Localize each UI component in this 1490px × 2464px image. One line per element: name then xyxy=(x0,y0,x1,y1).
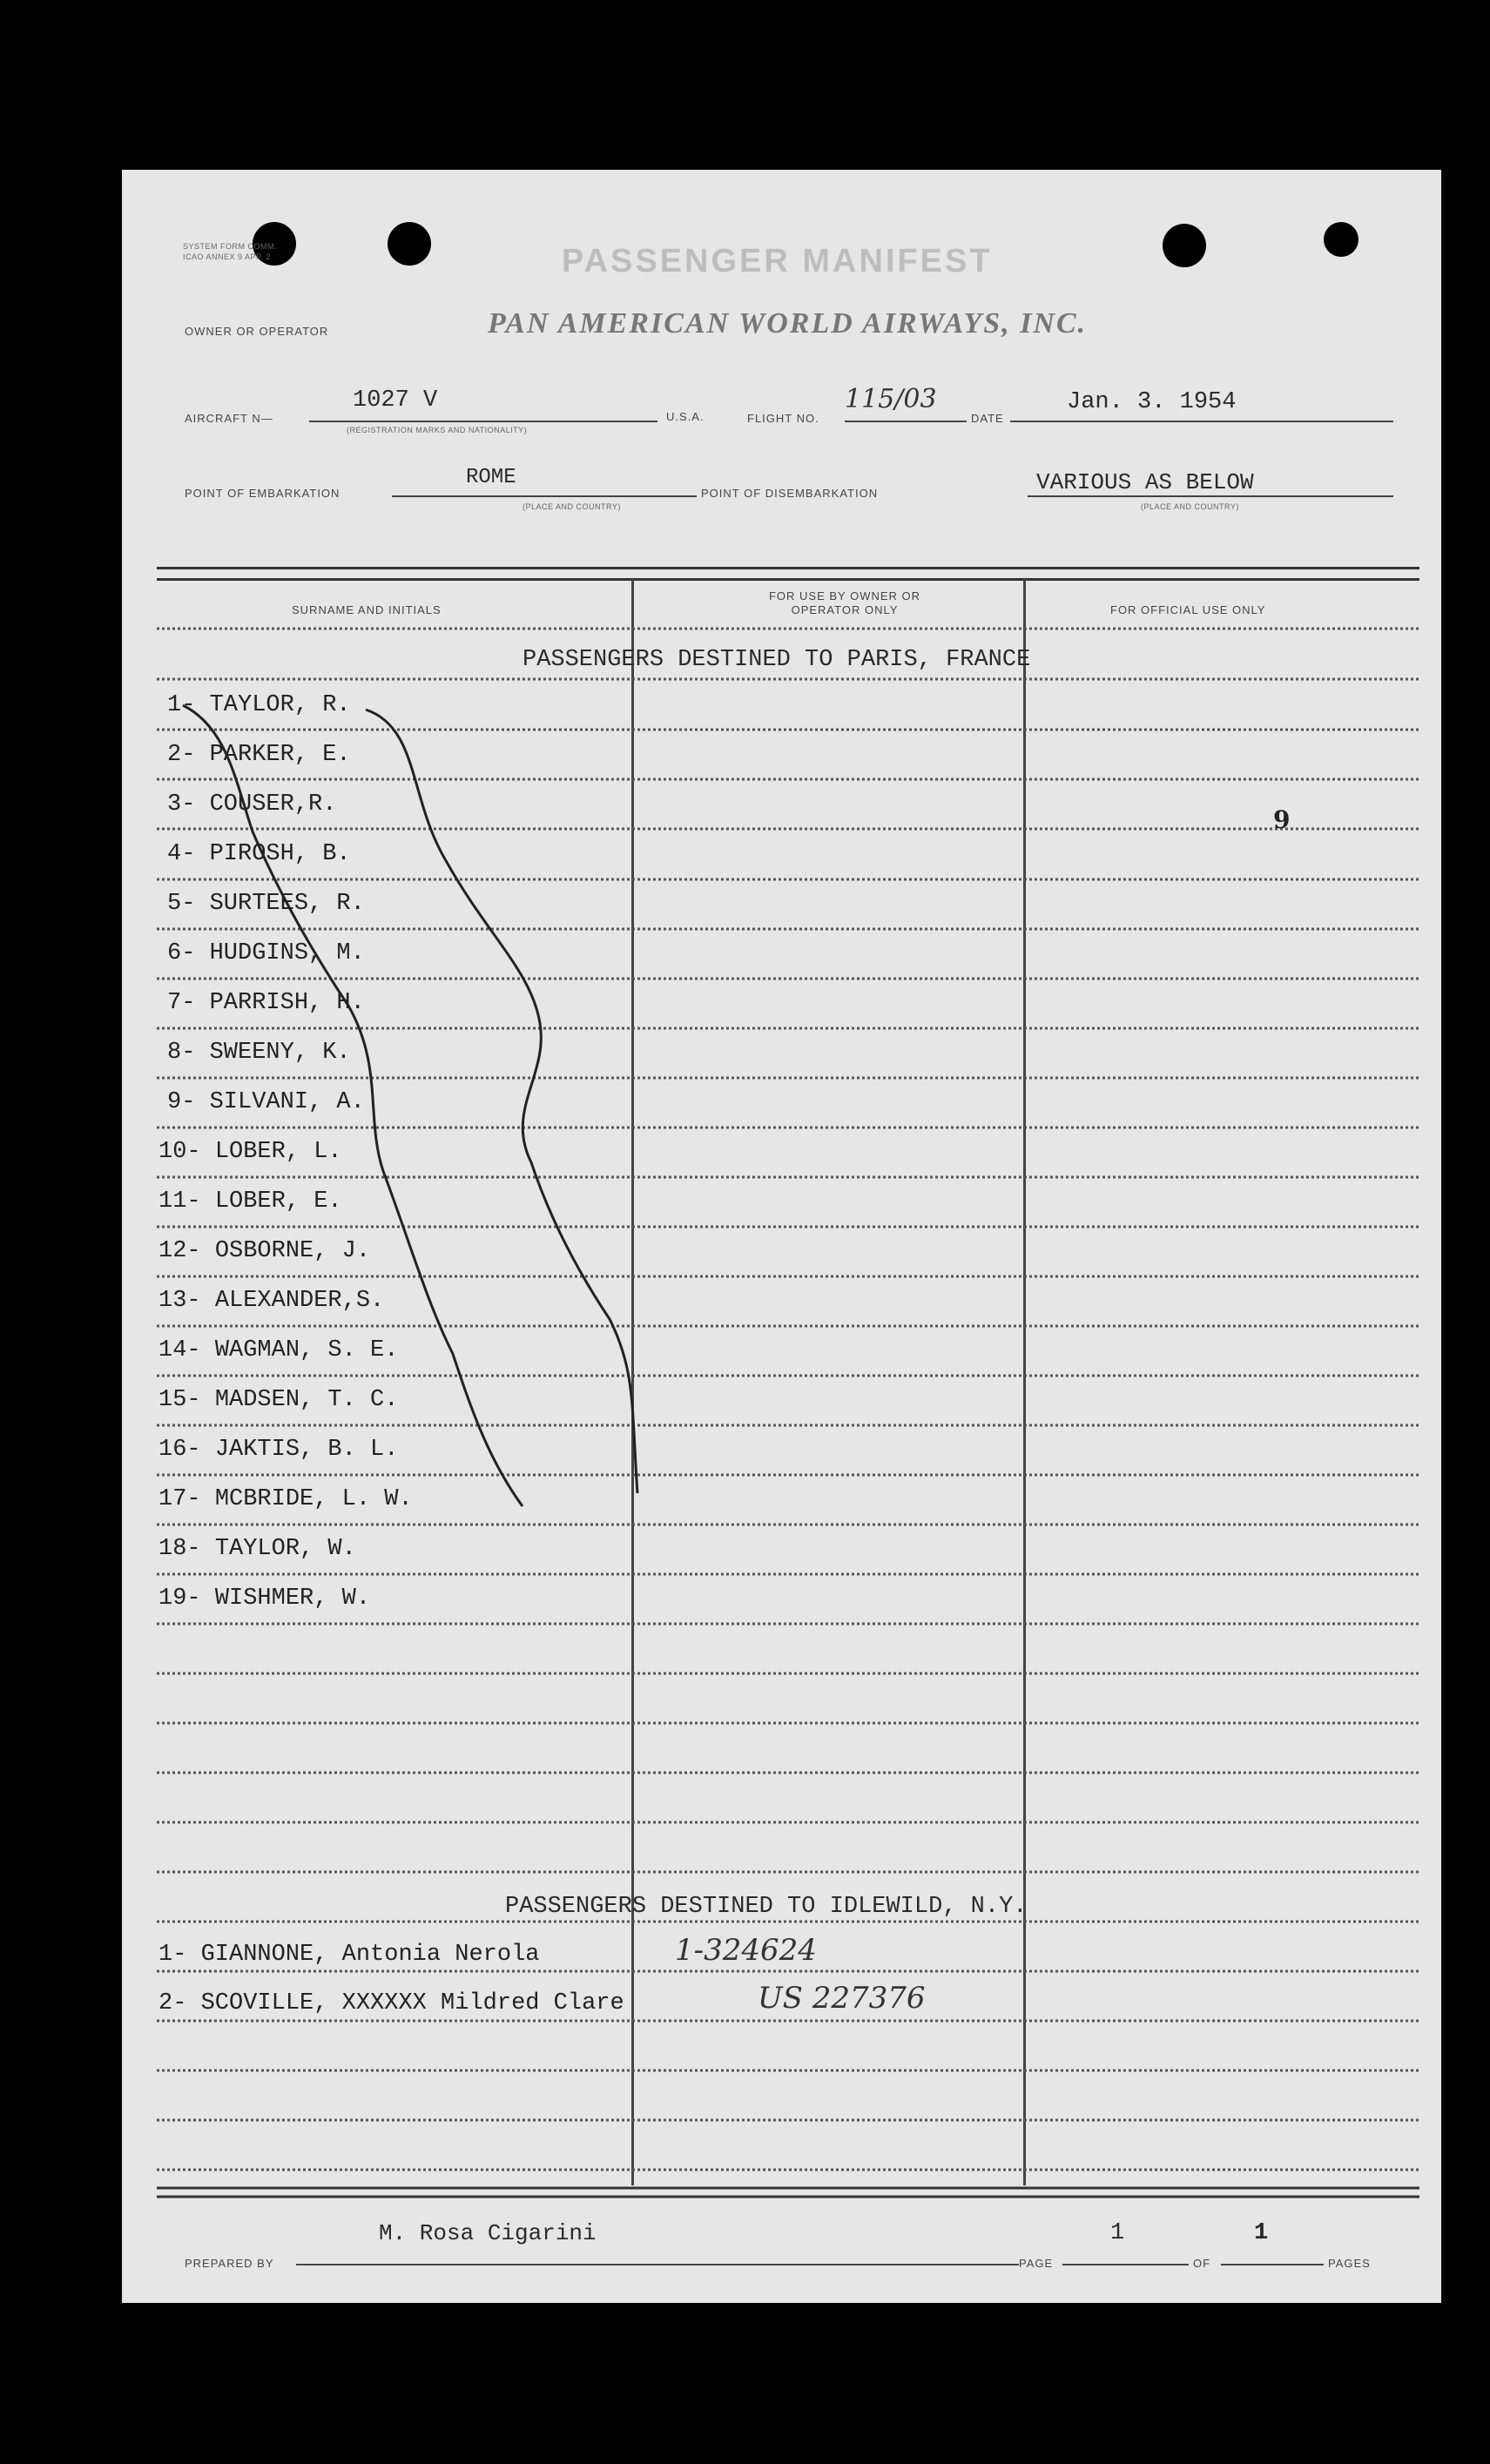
of-label: OF xyxy=(1193,2257,1211,2270)
aircraft-label: AIRCRAFT N— xyxy=(185,412,273,425)
passenger-row: 5- SURTEES, R. xyxy=(167,891,365,917)
prepared-by-label: PREPARED BY xyxy=(185,2257,274,2270)
passenger-row: 3- COUSER,R. xyxy=(167,791,337,818)
passenger-row: 2- PARKER, E. xyxy=(167,742,351,768)
passenger-row: 1- GIANNONE, Antonia Nerola xyxy=(158,1942,540,1968)
disembark-sub: (PLACE AND COUNTRY) xyxy=(1141,502,1239,511)
passenger-row: 18- TAYLOR, W. xyxy=(158,1536,356,1562)
form-code: SYSTEM FORM COMM. ICAO ANNEX 9 APP. 2 xyxy=(183,242,277,261)
passport-note: 1-324624 xyxy=(675,1933,817,1968)
date-label: DATE xyxy=(971,412,1004,425)
page-number: 1 xyxy=(1110,2220,1125,2246)
passenger-row: 10- LOBER, L. xyxy=(158,1139,342,1165)
aircraft-sub: (REGISTRATION MARKS AND NATIONALITY) xyxy=(347,426,528,434)
passenger-row: 1- TAYLOR, R. xyxy=(167,692,351,718)
pages-label: PAGES xyxy=(1328,2257,1371,2270)
aircraft-value: 1027 V xyxy=(353,387,438,414)
official-mark: 9 xyxy=(1273,805,1291,834)
passenger-row: 12- OSBORNE, J. xyxy=(158,1238,371,1264)
manifest-page xyxy=(122,170,1441,2303)
section-heading-paris: PASSENGERS DESTINED TO PARIS, FRANCE xyxy=(523,647,1031,673)
disembark-label: POINT OF DISEMBARKATION xyxy=(701,487,879,500)
passenger-row: 6- HUDGINS, M. xyxy=(167,940,365,966)
passenger-row: 7- PARRISH, H. xyxy=(167,990,365,1016)
column-owner-use: FOR USE BY OWNER OR OPERATOR ONLY xyxy=(768,589,921,616)
flight-label: FLIGHT NO. xyxy=(747,412,819,425)
embark-sub: (PLACE AND COUNTRY) xyxy=(523,502,621,511)
column-official-use: FOR OFFICIAL USE ONLY xyxy=(1110,603,1266,616)
disembark-value: VARIOUS AS BELOW xyxy=(1036,469,1254,495)
passenger-row: 17- MCBRIDE, L. W. xyxy=(158,1486,413,1512)
preparer-name: M. Rosa Cigarini xyxy=(379,2220,597,2246)
owner-label: OWNER OR OPERATOR xyxy=(185,325,329,338)
column-surname: SURNAME AND INITIALS xyxy=(292,603,442,616)
passenger-row: 8- SWEENY, K. xyxy=(167,1040,351,1066)
passport-note: US 227376 xyxy=(758,1981,926,2016)
embark-label: POINT OF EMBARKATION xyxy=(185,487,340,500)
airline-name: PAN AMERICAN WORLD AIRWAYS, INC. xyxy=(488,307,1088,340)
section-heading-idlewild: PASSENGERS DESTINED TO IDLEWILD, N.Y. xyxy=(505,1894,1028,1920)
page-label: PAGE xyxy=(1019,2257,1054,2270)
passenger-row: 15- MADSEN, T. C. xyxy=(158,1387,399,1413)
usa-label: U.S.A. xyxy=(666,410,705,423)
passenger-row: 2- SCOVILLE, XXXXXX Mildred Clare xyxy=(158,1990,624,2016)
passenger-row: 9- SILVANI, A. xyxy=(167,1089,365,1115)
passenger-row: 16- JAKTIS, B. L. xyxy=(158,1437,399,1463)
passenger-row: 11- LOBER, E. xyxy=(158,1188,342,1215)
passenger-row: 13- ALEXANDER,S. xyxy=(158,1288,385,1314)
date-value: Jan. 3. 1954 xyxy=(1067,389,1237,415)
passenger-row: 14- WAGMAN, S. E. xyxy=(158,1337,399,1363)
page-title: PASSENGER MANIFEST xyxy=(562,243,993,279)
flight-value: 115/03 xyxy=(845,384,937,414)
passenger-row: 4- PIROSH, B. xyxy=(167,841,351,867)
embark-value: ROME xyxy=(466,466,516,489)
total-pages: 1 xyxy=(1254,2220,1269,2246)
passenger-row: 19- WISHMER, W. xyxy=(158,1585,371,1612)
